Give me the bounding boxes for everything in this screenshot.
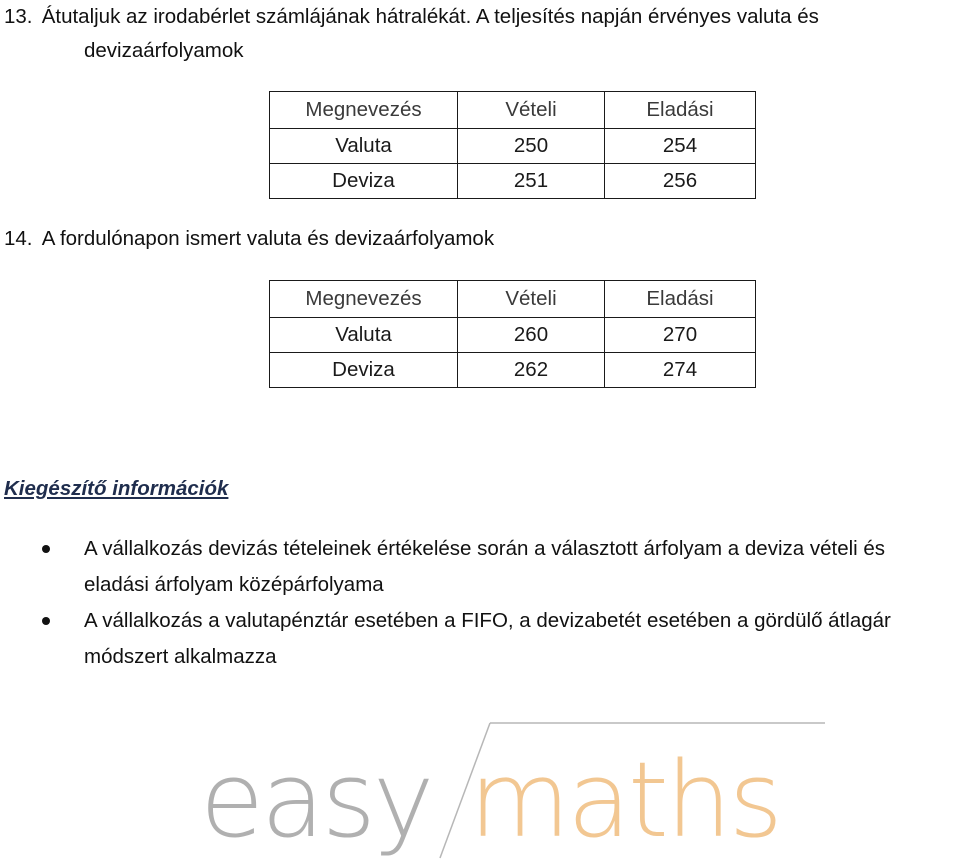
- cell-sell: 256: [605, 164, 756, 199]
- item-13-text-line1: Átutaljuk az irodabérlet számlájának hátralékát. A teljesítés napján érvényes valuta és: [41, 5, 819, 28]
- table-row: [270, 129, 756, 164]
- header-sell: Eladási: [605, 92, 756, 129]
- cell-buy: 250: [458, 129, 605, 164]
- header-buy: Vételi: [458, 281, 605, 318]
- easymaths-logo: [195, 718, 835, 861]
- rates-table-14: [269, 280, 756, 388]
- cell-name: Deviza: [270, 164, 458, 199]
- item-13-number: 13.: [4, 5, 33, 28]
- list-item: [40, 531, 960, 603]
- list-item-line1: A vállalkozás a valutapénztár esetében a FIFO, a devizabetét esetében a gördülő átlagár: [84, 609, 891, 632]
- rates-table-13: [269, 91, 756, 199]
- cell-sell: 274: [605, 353, 756, 388]
- list-item-line1: A vállalkozás devizás tételeinek értékelése során a választott árfolyam a deviza vételi és: [84, 537, 886, 560]
- table-header-row: [270, 281, 756, 318]
- cell-name: Valuta: [270, 318, 458, 353]
- item-14-number: 14.: [4, 227, 33, 250]
- cell-buy: 262: [458, 353, 605, 388]
- table-row: [270, 164, 756, 199]
- table-row: [270, 318, 756, 353]
- cell-buy: 251: [458, 164, 605, 199]
- cell-name: Deviza: [270, 353, 458, 388]
- header-buy: Vételi: [458, 92, 605, 129]
- table-row: [270, 353, 756, 388]
- cell-name: Valuta: [270, 129, 458, 164]
- item-14: [4, 222, 494, 256]
- logo-text-maths: maths: [469, 739, 780, 861]
- supplementary-heading: Kiegészítő információk: [4, 477, 229, 500]
- cell-buy: 260: [458, 318, 605, 353]
- header-name: Megnevezés: [270, 281, 458, 318]
- cell-sell: 270: [605, 318, 756, 353]
- bullet-icon: [42, 617, 50, 625]
- logo-text-easy: easy: [200, 739, 432, 861]
- bullet-icon: [42, 545, 50, 553]
- supplementary-list: [40, 531, 960, 675]
- cell-sell: 254: [605, 129, 756, 164]
- list-item-line2: módszert alkalmazza: [84, 645, 277, 668]
- item-13-text-line2: devizaárfolyamok: [84, 39, 244, 62]
- item-14-text-line1: A fordulónapon ismert valuta és devizaárfolyamok: [41, 227, 495, 250]
- header-name: Megnevezés: [270, 92, 458, 129]
- table-header-row: [270, 92, 756, 129]
- list-item: [40, 603, 960, 675]
- list-item-line2: eladási árfolyam középárfolyama: [84, 573, 384, 596]
- header-sell: Eladási: [605, 281, 756, 318]
- item-13: [4, 0, 819, 68]
